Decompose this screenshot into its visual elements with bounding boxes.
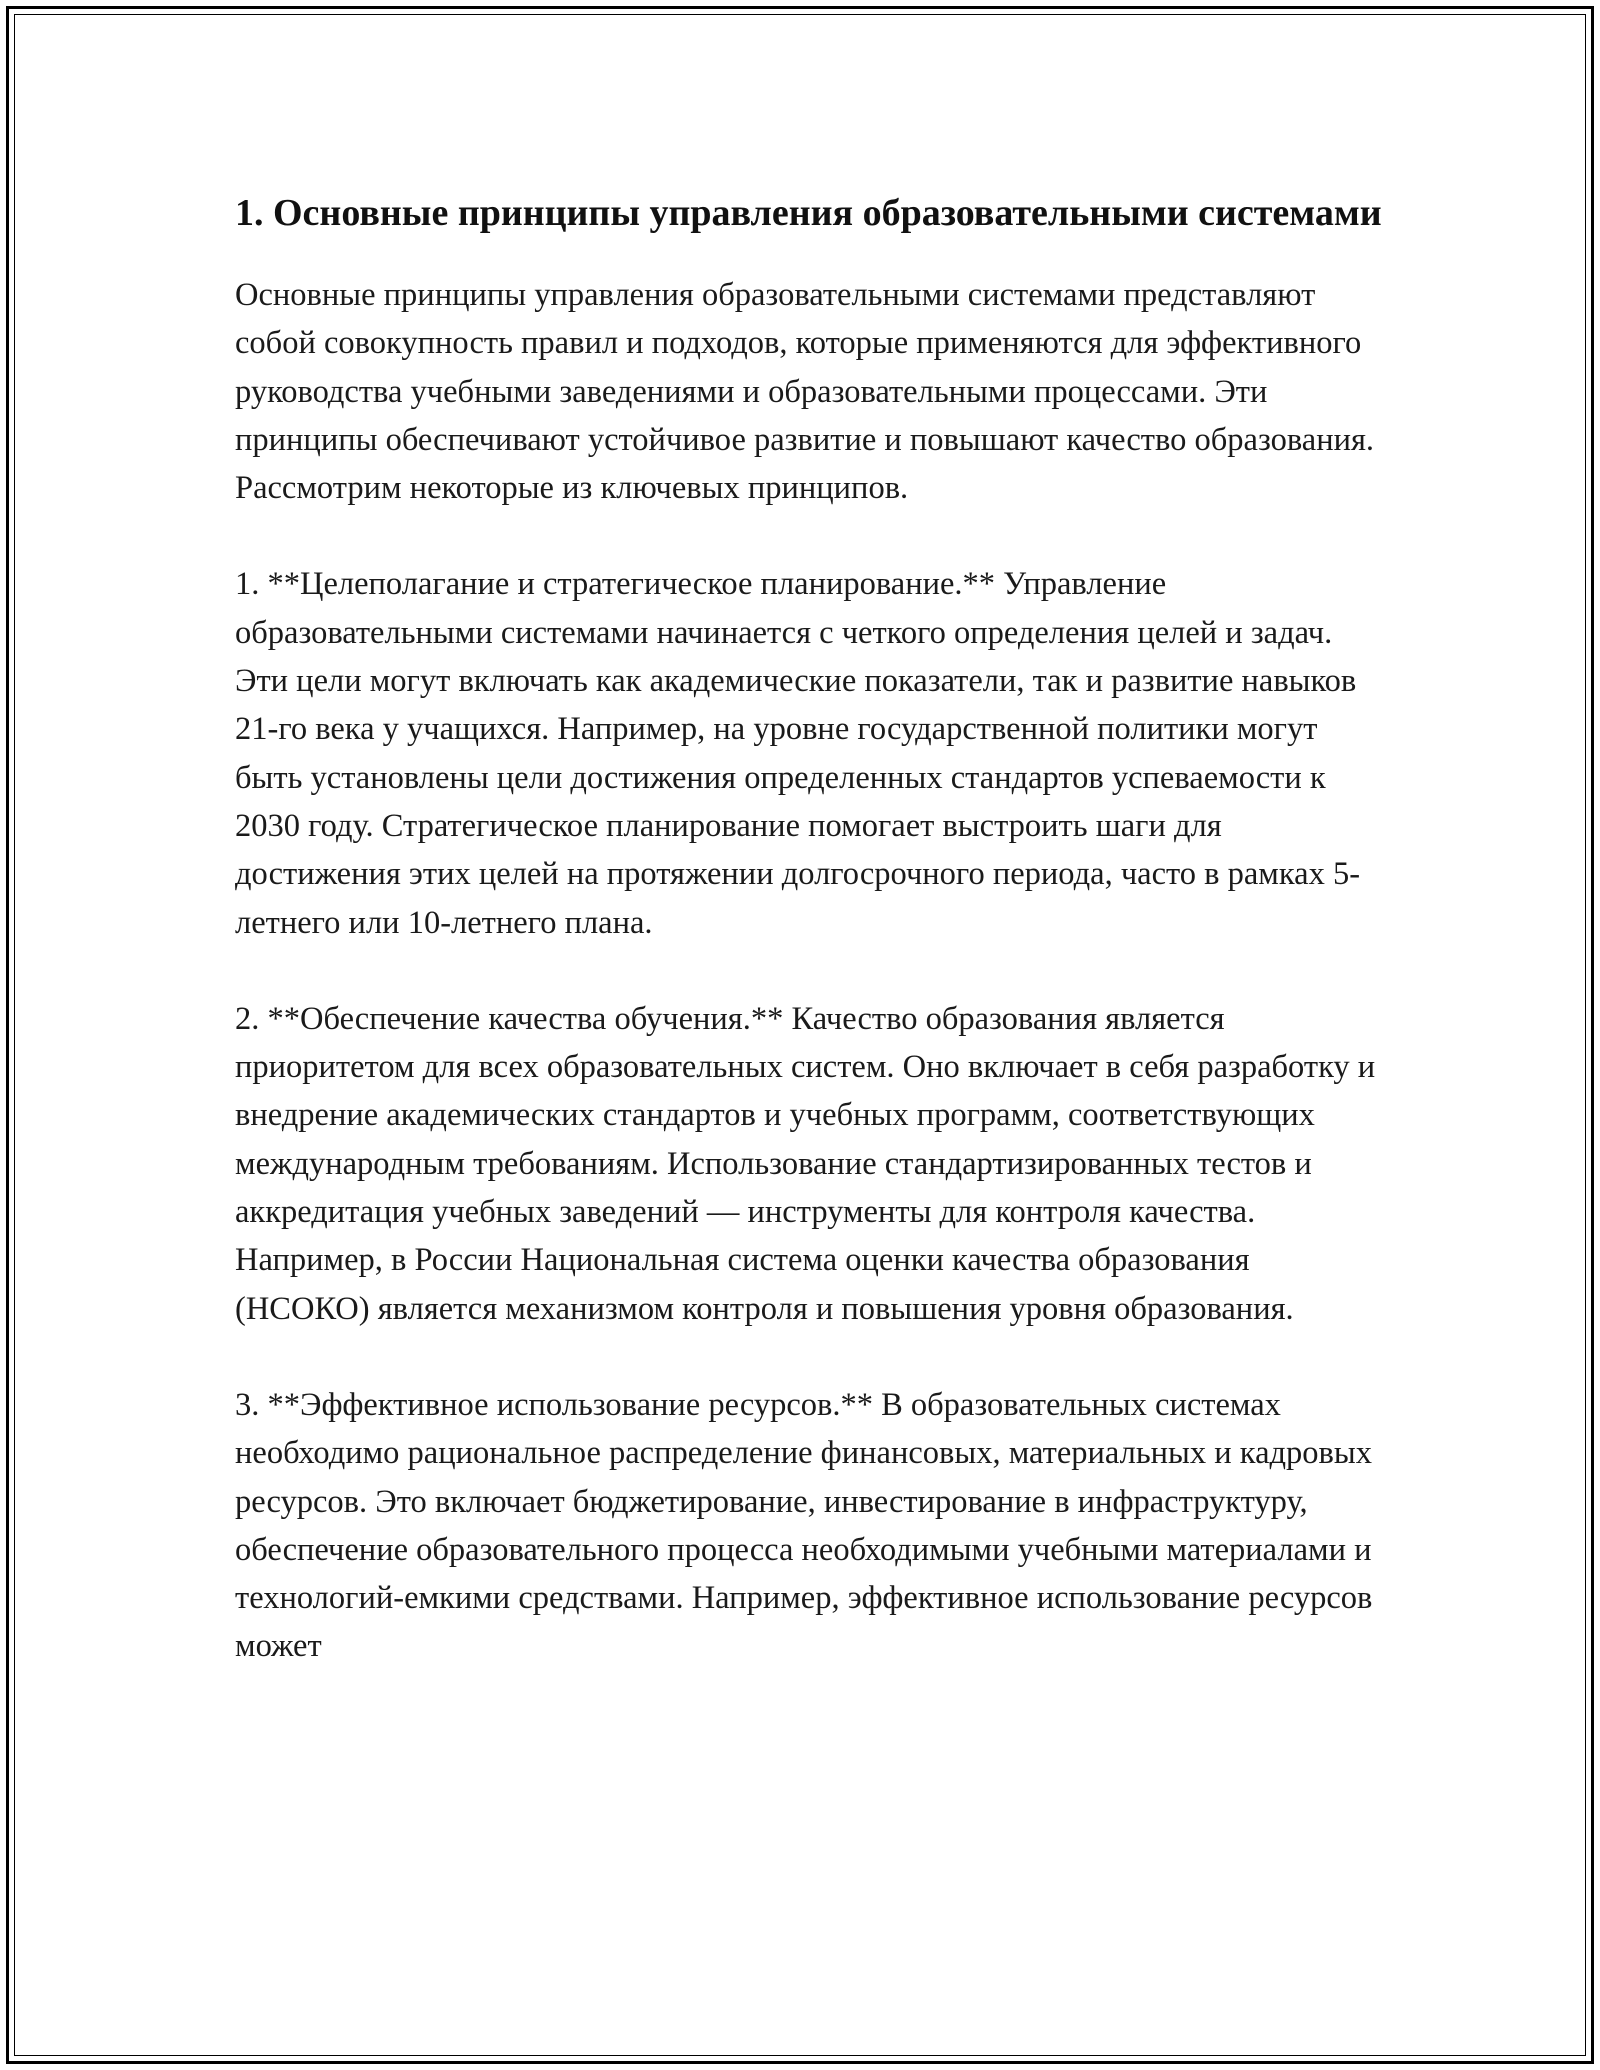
- section-title: 1. Основные принципы управления образовательными системами: [235, 192, 1382, 234]
- intro-paragraph: Основные принципы управления образовательными системами представляют собой совокупность правил и подходов, которые применяются для эффективного руководства учебными заведениями и образовательными процессами. Эти принципы обеспечивают устойчивое развитие и повышают качество образования. Рассмотрим некоторые из ключевых принципов.: [235, 277, 1375, 507]
- principle-resources-paragraph: 3. **Эффективное использование ресурсов.** В образовательных системах необходимо рациональное распределение финансовых, материальных и кадровых ресурсов. Это включает бюджетирование, инвестирование в инфраструктуру, обеспечение образовательного процесса необходимыми учебными материалами и технологий-емкими средствами. Например, эффективное использование ресурсов может: [235, 1386, 1373, 1665]
- document-body: [235, 186, 1385, 1719]
- principle-quality-paragraph: 2. **Обеспечение качества обучения.** Качество образования является приоритетом для всех образовательных систем. Оно включает в себя разработку и внедрение академических стандартов и учебных программ, соответствующих международным требованиям. Использование стандартизированных тестов и аккредитация учебных заведений — инструменты для контроля качества. Например, в России Национальная система оценки качества образования (НСОКО) является механизмом контроля и повышения уровня образования.: [235, 1000, 1376, 1327]
- principle-goal-setting-paragraph: 1. **Целеполагание и стратегическое планирование.** Управление образовательными системами начинается с четкого определения целей и задач. Эти цели могут включать как академические показатели, так и развитие навыков 21-го века у учащихся. Например, на уровне государственной политики могут быть установлены цели достижения определенных стандартов успеваемости к 2030 году. Стратегическое планирование помогает выстроить шаги для достижения этих целей на протяжении долгосрочного периода, часто в рамках 5-летнего или 10-летнего плана.: [235, 566, 1361, 941]
